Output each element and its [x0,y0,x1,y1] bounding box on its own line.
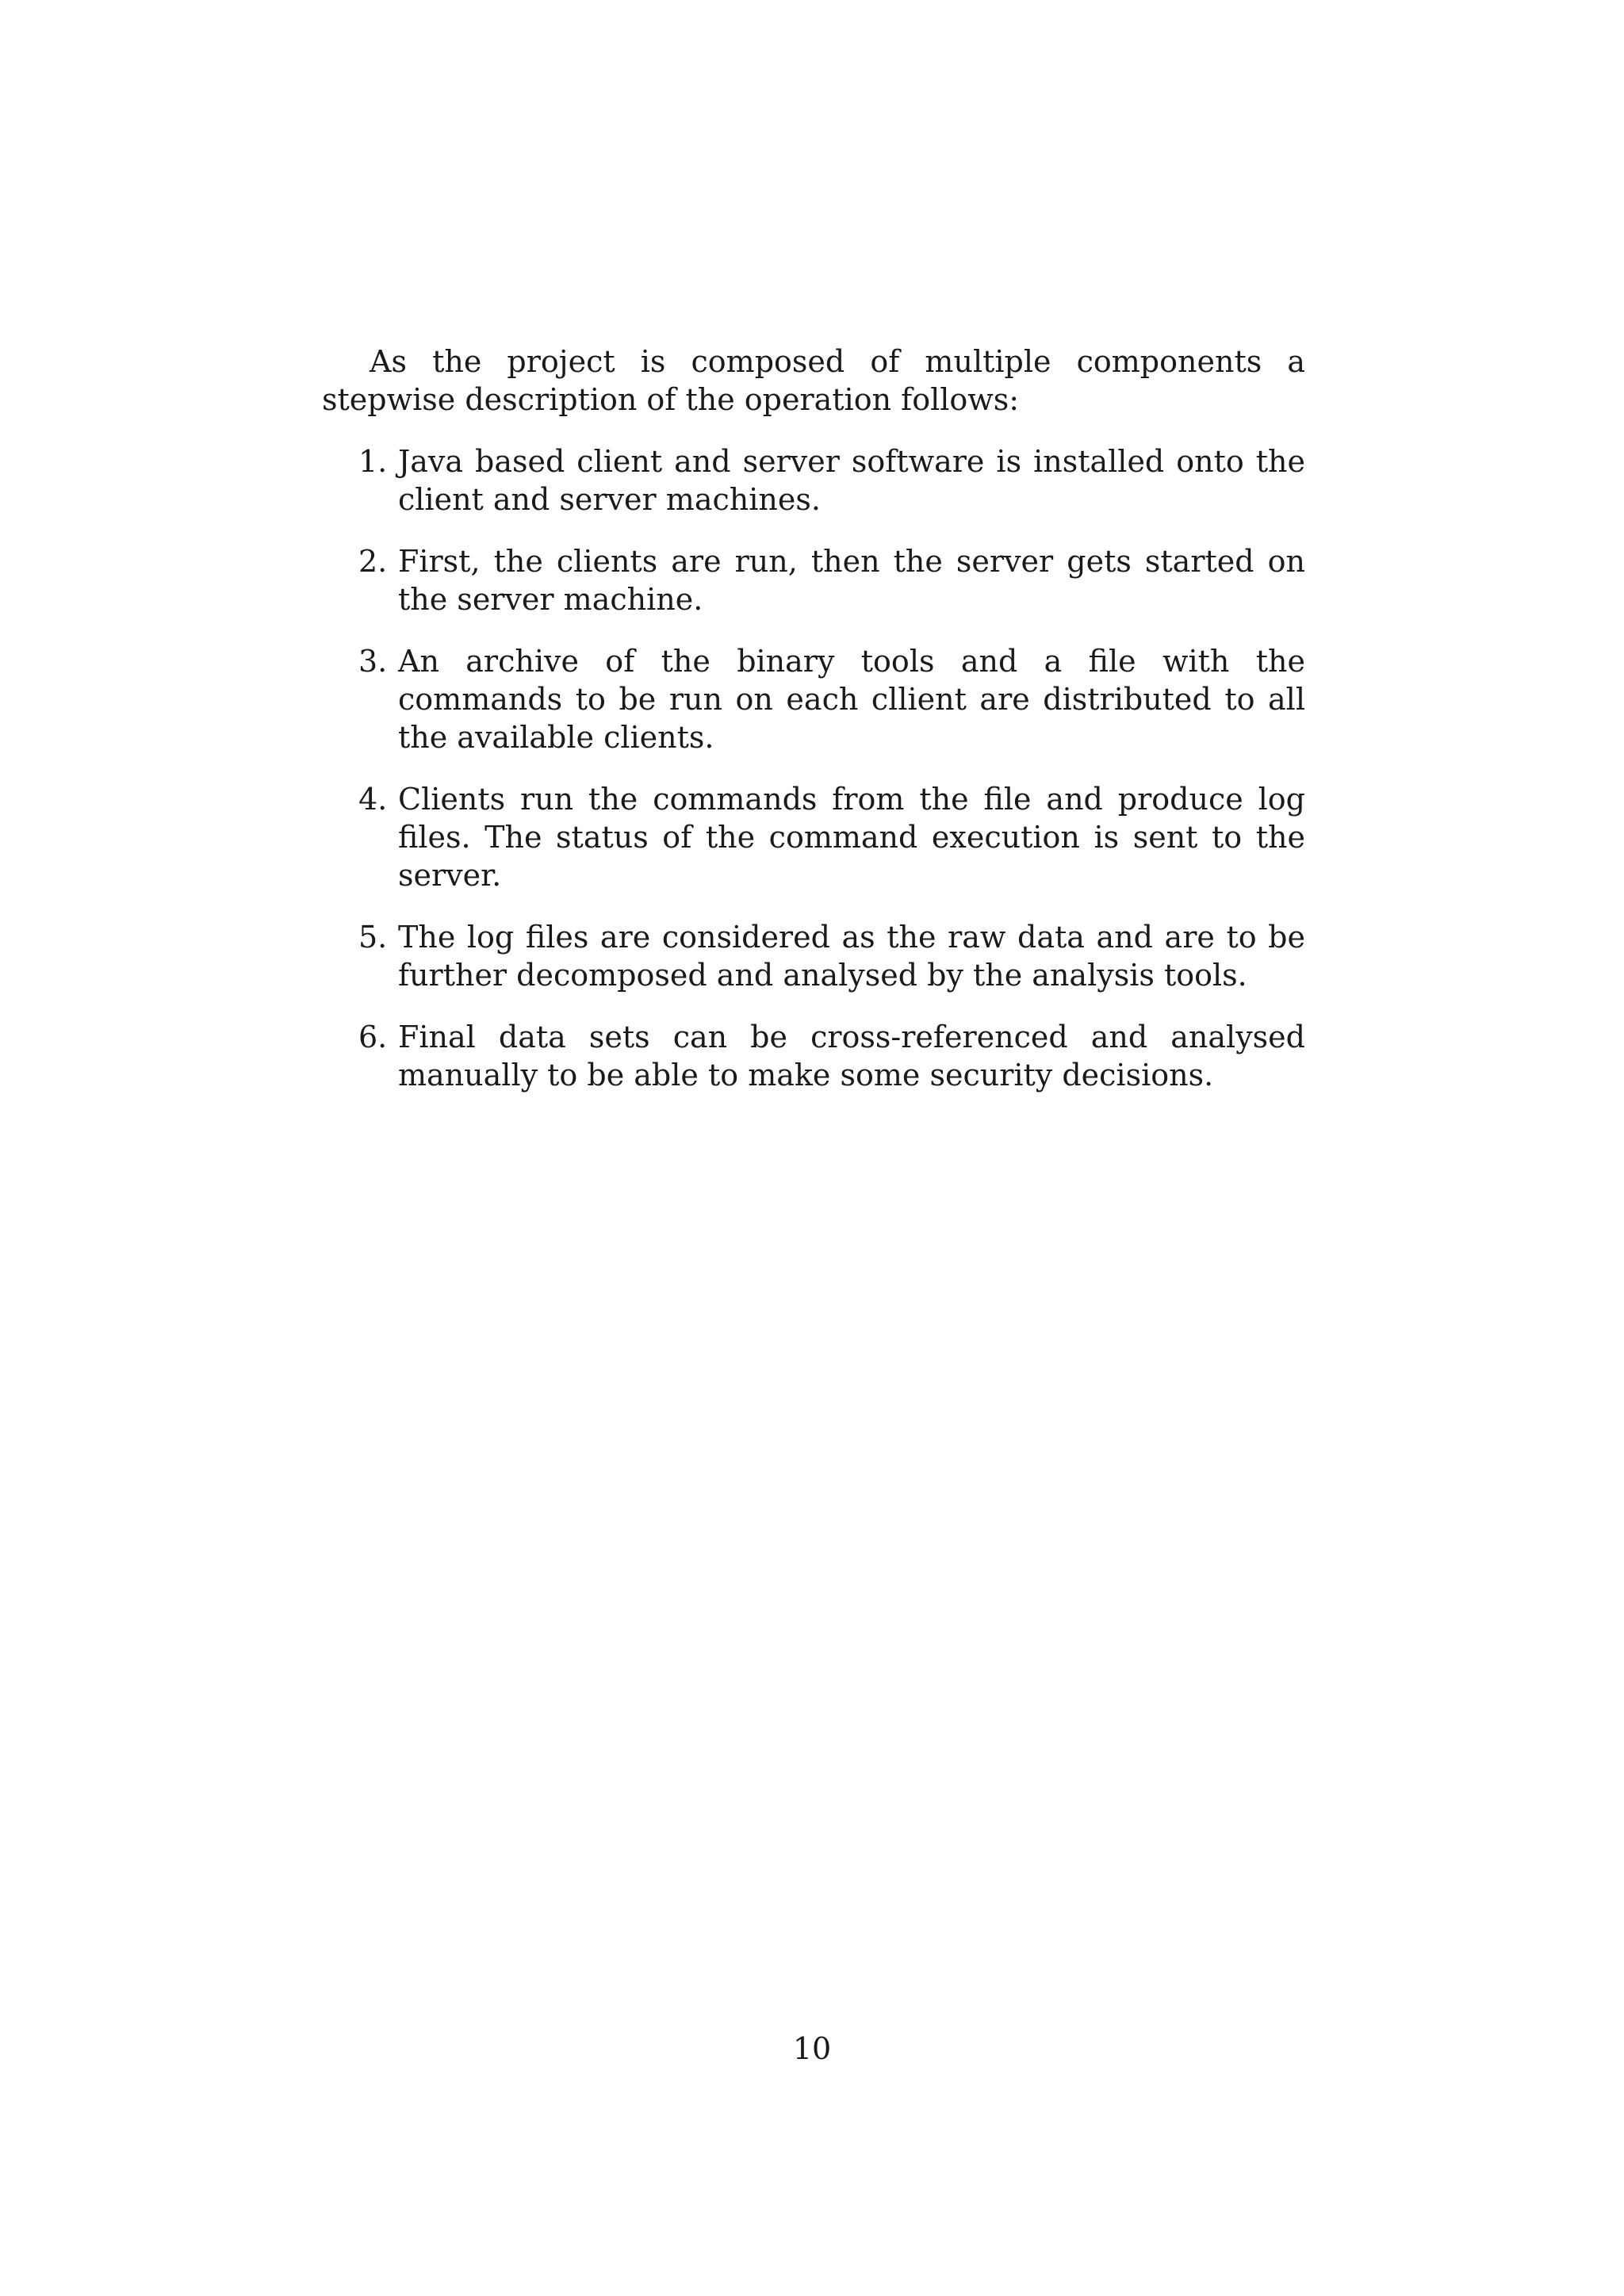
step-text: The log files are considered as the raw data and are to be further decomposed and analysed by the analysis tools. [398,920,1305,993]
step-number: 1. [358,444,388,479]
step-number: 4. [358,782,388,817]
list-item [322,542,1305,618]
step-number: 6. [358,1020,388,1054]
list-item [322,780,1305,894]
page-number: 10 [792,2031,832,2066]
list-item [322,1018,1305,1094]
step-number: 3. [358,644,388,679]
step-text: An archive of the binary tools and a file with the commands to be run on each cllient are distributed to all the available clients. [398,644,1305,755]
list-item [322,918,1305,994]
page-content [322,342,1305,1118]
step-text: Java based client and server software is installed onto the client and server machines. [398,444,1305,517]
step-text: Clients run the commands from the file and produce log files. The status of the command execution is sent to the server. [398,782,1305,893]
list-item [322,442,1305,519]
steps-list [322,442,1305,1094]
list-item [322,642,1305,756]
step-text: First, the clients are run, then the server gets started on the server machine. [398,544,1305,617]
step-number: 5. [358,920,388,955]
intro-paragraph: As the project is composed of multiple components a stepwise description of the operation follows: [322,344,1305,417]
step-number: 2. [358,544,388,579]
step-text: Final data sets can be cross-referenced and analysed manually to be able to make some security decisions. [398,1020,1305,1093]
